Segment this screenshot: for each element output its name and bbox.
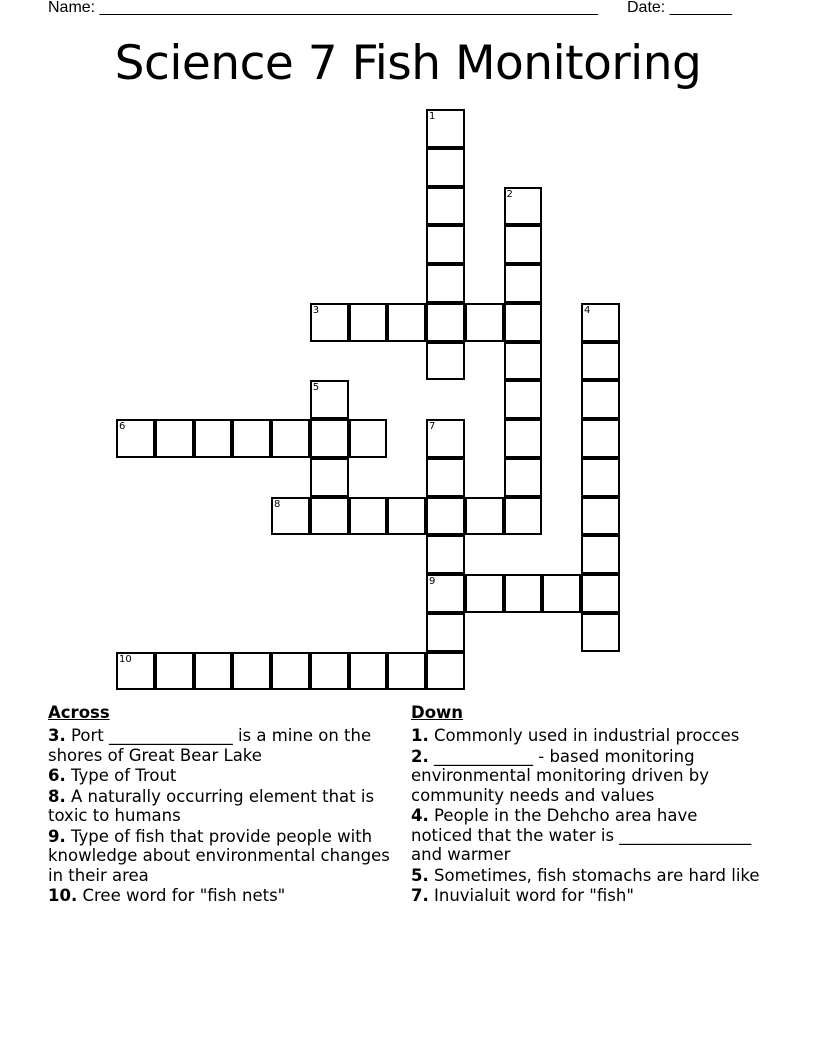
crossword-cell[interactable] <box>426 109 465 148</box>
crossword-cell[interactable] <box>581 419 620 458</box>
clue-number: 8 <box>274 498 281 510</box>
crossword-cell[interactable] <box>581 613 620 652</box>
clue-number: 10 <box>119 653 132 665</box>
crossword-cell[interactable] <box>349 419 388 458</box>
crossword-cell[interactable] <box>349 652 388 691</box>
crossword-cell[interactable] <box>504 380 543 419</box>
crossword-cell[interactable] <box>426 458 465 497</box>
crossword-cell[interactable] <box>465 574 504 613</box>
crossword-cell[interactable] <box>426 225 465 264</box>
crossword-cell[interactable] <box>271 419 310 458</box>
crossword-cell[interactable] <box>310 458 349 497</box>
crossword-cell[interactable] <box>426 342 465 381</box>
clue-down-7: 7. Inuvialuit word for "fish" <box>411 886 634 905</box>
crossword-cell[interactable] <box>426 187 465 226</box>
clue-number: 1 <box>429 111 436 122</box>
crossword-cell[interactable] <box>426 264 465 303</box>
crossword-cell[interactable] <box>194 419 233 458</box>
clue-number: 6 <box>119 421 126 432</box>
crossword-cell[interactable] <box>581 303 620 342</box>
clue-number: 3 <box>312 304 320 316</box>
crossword-cell[interactable] <box>504 303 543 342</box>
crossword-cell[interactable] <box>310 380 349 419</box>
crossword-cell[interactable] <box>581 342 620 381</box>
crossword-cell[interactable] <box>271 652 310 691</box>
crossword-cell[interactable] <box>504 419 543 458</box>
clue-number: 9 <box>429 576 436 587</box>
crossword-cell[interactable] <box>504 187 543 226</box>
crossword-cell[interactable] <box>426 574 465 613</box>
crossword-cell[interactable] <box>387 497 426 536</box>
crossword-cell[interactable] <box>349 303 388 342</box>
date-field-label: Date: _______ <box>627 0 732 16</box>
crossword-cell[interactable] <box>310 497 349 536</box>
clue-across-8: 8. A naturally occurring element that is toxic to humans <box>48 786 375 825</box>
down-clues <box>411 703 761 907</box>
worksheet-header <box>48 0 748 18</box>
page-title: Science 7 Fish Monitoring <box>114 36 702 91</box>
crossword-cell[interactable] <box>581 380 620 419</box>
crossword-cell[interactable] <box>581 497 620 536</box>
crossword-cell[interactable] <box>426 303 465 342</box>
crossword-cell[interactable] <box>504 574 543 613</box>
clue-down-4: 4. People in the Dehcho area have noticed that the water is ________________ and warmer <box>411 806 752 864</box>
crossword-cell[interactable] <box>504 342 543 381</box>
clue-across-10: 10. Cree word for "fish nets" <box>48 886 286 905</box>
crossword-cell[interactable] <box>581 535 620 574</box>
clue-across-6: 6. Type of Trout <box>48 766 177 785</box>
clue-across-9: 9. Type of fish that provide people with knowledge about environmental changes in their area <box>48 826 390 885</box>
clue-number: 7 <box>429 421 436 432</box>
crossword-cell[interactable] <box>581 574 620 613</box>
clue-number: 4 <box>584 304 591 316</box>
crossword-cell[interactable] <box>504 458 543 497</box>
clue-number: 5 <box>312 382 320 394</box>
clue-number: 2 <box>506 188 513 200</box>
crossword-cell[interactable] <box>232 419 271 458</box>
crossword-cell[interactable] <box>504 264 543 303</box>
across-heading: Across <box>48 703 110 722</box>
clue-down-1: 1. Commonly used in industrial procces <box>411 726 740 745</box>
crossword-cell[interactable] <box>310 419 349 458</box>
crossword-cell[interactable] <box>310 303 349 342</box>
crossword-cell[interactable] <box>465 497 504 536</box>
name-field-label: Name: ________________________________________________________ <box>48 0 598 16</box>
crossword-cell[interactable] <box>581 458 620 497</box>
crossword-cell[interactable] <box>387 652 426 691</box>
crossword-cell[interactable] <box>504 225 543 264</box>
crossword-cell[interactable] <box>426 652 465 691</box>
down-heading: Down <box>411 703 464 722</box>
crossword-cell[interactable] <box>232 652 271 691</box>
crossword-cell[interactable] <box>504 497 543 536</box>
crossword-cell[interactable] <box>116 652 155 691</box>
clue-down-2: 2. ____________ - based monitoring environmental monitoring driven by community needs and values <box>411 746 710 805</box>
crossword-cell[interactable] <box>271 497 310 536</box>
crossword-cell[interactable] <box>387 303 426 342</box>
crossword-cell[interactable] <box>426 148 465 187</box>
crossword-cell[interactable] <box>426 419 465 458</box>
crossword-cell[interactable] <box>426 535 465 574</box>
crossword-cell[interactable] <box>349 497 388 536</box>
crossword-cell[interactable] <box>194 652 233 691</box>
crossword-cell[interactable] <box>465 303 504 342</box>
across-clues <box>48 703 393 907</box>
crossword-cell[interactable] <box>426 613 465 652</box>
clue-across-3: 3. Port _______________ is a mine on the shores of Great Bear Lake <box>48 726 372 765</box>
clue-down-5: 5. Sometimes, fish stomachs are hard like <box>411 865 760 885</box>
crossword-cell[interactable] <box>116 419 155 458</box>
crossword-cell[interactable] <box>155 419 194 458</box>
crossword-cell[interactable] <box>542 574 581 613</box>
crossword-cell[interactable] <box>426 497 465 536</box>
crossword-cell[interactable] <box>310 652 349 691</box>
crossword-cell[interactable] <box>155 652 194 691</box>
